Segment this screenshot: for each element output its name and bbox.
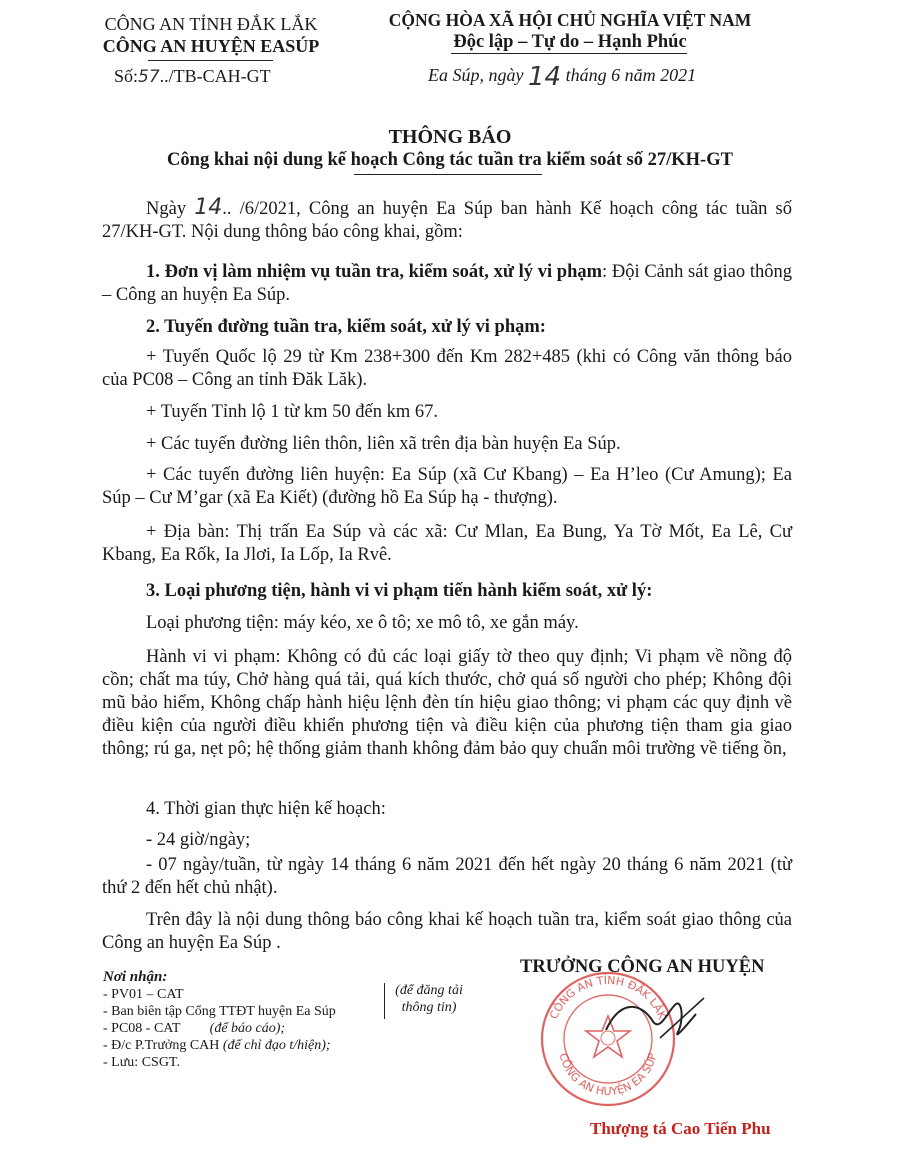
recipient-deputy-note: (để chỉ đạo t/hiện); — [222, 1038, 331, 1053]
recipient-deputy — [103, 1037, 403, 1054]
svg-text:CÔNG AN HUYỆN EA SÚP: CÔNG AN HUYỆN EA SÚP — [556, 1051, 660, 1099]
route-national-highway: + Tuyến Quốc lộ 29 từ Km 238+300 đến Km 282+485 (khi có Công văn thông báo của PC08 – Công an tỉnh Đăk Lăk). — [102, 347, 792, 390]
route-inter-village: + Các tuyến đường liên thôn, liên xã trên địa bàn huyện Ea Súp. — [146, 434, 621, 454]
route-provincial-road: + Tuyến Tỉnh lộ 1 từ km 50 đến km 67. — [146, 402, 438, 422]
date-suffix: tháng 6 năm 2021 — [565, 65, 697, 85]
date-prefix: Ea Súp, ngày — [428, 65, 524, 85]
signatory-name: Thượng tá Cao Tiến Phu — [590, 1119, 771, 1138]
recipient-pc08-name: - PC08 - CAT — [103, 1021, 181, 1036]
recipient-pc08-note: (để báo cáo); — [209, 1021, 286, 1036]
route-inter-district: + Các tuyến đường liên huyện: Ea Súp (xã Cư Kbang) – Ea H’leo (Cư Amung); Ea Súp – Cư M’gar (xã Ea Kiết) (đường hồ Ea Súp hạ - thượng). — [102, 465, 792, 508]
vehicle-types: Loại phương tiện: máy kéo, xe ô tô; xe mô tô, xe gắn máy. — [146, 613, 579, 633]
date-day-handwritten: 14 — [527, 62, 562, 92]
recipients-block — [103, 969, 403, 1071]
recipient-pv01: - PV01 – CAT — [103, 987, 184, 1002]
section-2-heading: 2. Tuyến đường tuần tra, kiểm soát, xử lý vi phạm: — [146, 317, 546, 337]
section-4-heading: 4. Thời gian thực hiện kế hoạch: — [146, 799, 386, 819]
portal-note-bracket — [384, 983, 385, 1019]
section-1 — [102, 261, 792, 307]
svg-text:CÔNG AN TỈNH ĐẮK LẮK: CÔNG AN TỈNH ĐẮK LẮK — [547, 973, 669, 1022]
document-title: THÔNG BÁO — [388, 126, 512, 148]
intro-lead: Ngày — [146, 199, 187, 219]
recipient-deputy-name: - Đ/c P.Trưởng CAH — [103, 1038, 220, 1053]
intro-text: .. /6/2021, Công an huyện Ea Súp ban hành Kế hoạch công tác tuần số 27/KH-GT. Nội dung thông báo công khai, gồm: — [102, 199, 792, 242]
intro-day-handwritten: 14 — [194, 195, 223, 220]
portal-note: (để đăng tải thông tin) — [395, 983, 463, 1015]
recipient-portal: - Ban biên tập Cổng TTĐT huyện Ea Súp — [103, 1004, 336, 1019]
doc-no-suffix: ../TB-CAH-GT — [159, 66, 271, 86]
signatory-role: TRƯỞNG CÔNG AN HUYỆN — [520, 957, 765, 977]
section-1-text: : Đội Cảnh sát giao thông – Công an huyện Ea Súp. — [102, 262, 792, 305]
section-3-heading: 3. Loại phương tiện, hành vi vi phạm tiến hành kiểm soát, xử lý: — [146, 581, 653, 601]
recipients-label: Nơi nhận: — [103, 969, 168, 985]
document-subtitle: Công khai nội dung kế hoạch Công tác tuần tra kiểm soát số 27/KH-GT — [167, 150, 733, 170]
closing-paragraph: Trên đây là nội dung thông báo công khai kế hoạch tuần tra, kiểm soát giao thông của Công an huyện Ea Súp . — [102, 910, 792, 953]
national-motto: Độc lập – Tự do – Hạnh Phúc — [453, 32, 687, 52]
nation-name: CỘNG HÒA XÃ HỘI CHỦ NGHĨA VIỆT NAM — [388, 10, 752, 30]
issuing-district: CÔNG AN HUYỆN EASÚP — [102, 36, 320, 56]
issuing-province: CÔNG AN TỈNH ĐẮK LẮK — [104, 14, 318, 34]
header-left — [70, 13, 352, 57]
doc-no-handwritten: 57 — [138, 67, 160, 87]
header-right — [350, 9, 790, 53]
handwritten-signature — [600, 990, 710, 1050]
route-area: + Địa bàn: Thị trấn Ea Súp và các xã: Cư Mlan, Ea Bung, Ya Tờ Mốt, Ea Lê, Cư Kbang, Ea Rốk, Ia Jlơi, Ia Lốp, Ia Rvê. — [102, 522, 792, 565]
recipient-archive: - Lưu: CSGT. — [103, 1055, 180, 1070]
header-left-rule — [148, 60, 273, 61]
time-per-day: - 24 giờ/ngày; — [146, 830, 251, 850]
issue-date — [428, 62, 697, 92]
motto-underline — [451, 53, 687, 54]
subtitle-underline — [354, 174, 542, 175]
intro-paragraph — [102, 196, 792, 244]
signature-strokes — [600, 990, 710, 1050]
section-1-heading: 1. Đơn vị làm nhiệm vụ tuần tra, kiểm soát, xử lý vi phạm — [146, 262, 603, 282]
doc-no-prefix: Số: — [114, 66, 139, 86]
violation-behaviors: Hành vi vi phạm: Không có đủ các loại giấy tờ theo quy định; Vi phạm về nồng độ cồn; chất ma túy, Chở hàng quá tải, quá kích thước, chở quá số người cho phép; Không đội mũ bảo hiểm, Không chấp hành hiệu lệnh đèn tín hiệu giao thông; vi phạm các quy định về điều kiện của người điều khiển phương tiện và điều kiện của phương tiện tham gia giao thông; rú ga, nẹt pô; hệ thống giảm thanh không đảm bảo quy chuẩn môi trường về tiếng ồn, — [102, 647, 792, 759]
time-per-week: - 07 ngày/tuần, từ ngày 14 tháng 6 năm 2021 đến hết ngày 20 tháng 6 năm 2021 (từ thứ 2 đến hết chủ nhật). — [102, 855, 792, 898]
document-number — [114, 65, 271, 88]
recipient-pc08 — [103, 1020, 403, 1037]
